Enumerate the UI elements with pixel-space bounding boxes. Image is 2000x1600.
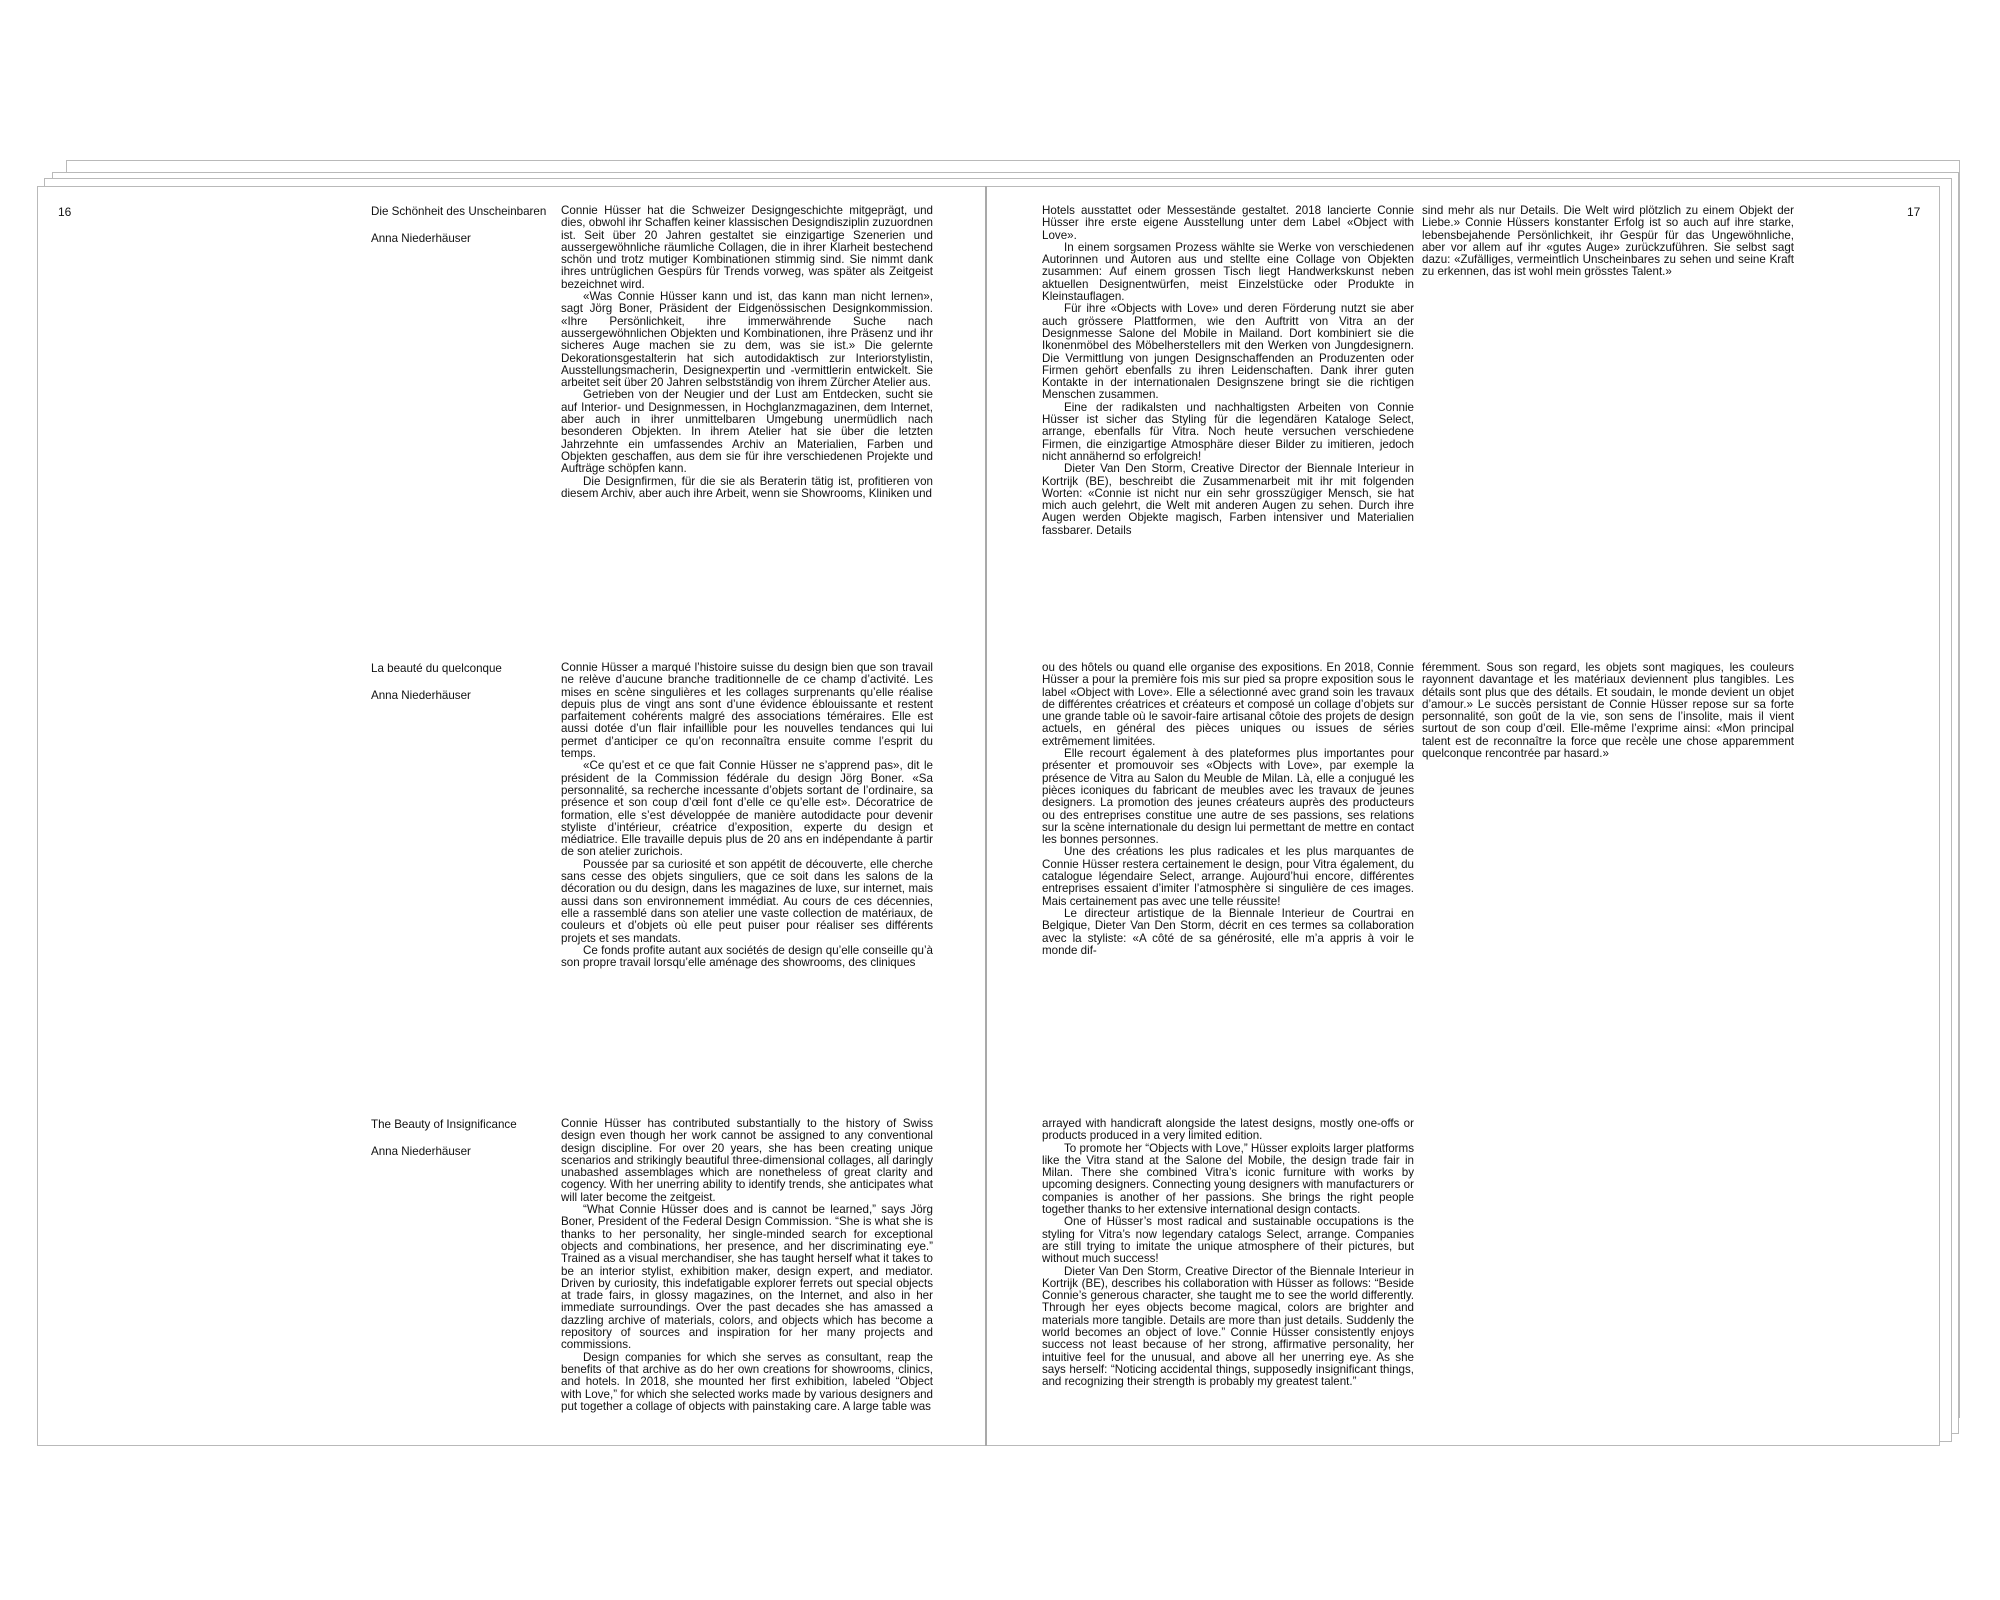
section-author-de: Anna Niederhäuser — [371, 232, 471, 245]
paragraph: Elle recourt également à des plateformes plus importantes pour présenter et promouvoir ses «Objects with Love», par exemple la présence de Vitra au Salon du Meuble de Milan. Là, elle a conjugué les pièces iconiques du fabricant de meubles avec les travaux de jeunes designers. La promotion des jeunes créateurs auprès des producteurs ou des entreprises constitue une autre de ses passions, ses relations sur la scène internationale du design lui permettant de mettre en contact les bonnes personnes. — [1042, 747, 1414, 847]
paragraph: Le directeur artistique de la Biennale Interieur de Courtrai en Belgique, Dieter Van Den Storm, décrit en ces termes sa collaboration avec la styliste: «A côté de sa générosité, elle m’a appris à voir le monde dif- — [1042, 906, 1414, 957]
paragraph: In einem sorgsamen Prozess wählte sie Werke von verschiedenen Autorinnen und Autoren aus und stellte eine Collage von Objekten zusammen: Auf einem grossen Tisch liegt Handwerkskunst neben aktuellen Designentwürfen, meist Einzelstücke oder Produkte in Kleinstauflagen. — [1042, 240, 1414, 304]
paragraph: Dieter Van Den Storm, Creative Director der Biennale Interieur in Kortrijk (BE), beschreibt die Zusammenarbeit mit ihr mit folgenden Worten: «Connie ist nicht nur ein sehr grosszügiger Mensch, sie hat mich auch gelehrt, die Welt mit anderen Augen zu sehen. Durch ihre Augen werden Objekte magisch, Farben intensiver und Materialien fassbarer. Details — [1042, 462, 1414, 537]
paragraph: One of Hüsser’s most radical and sustainable occupations is the styling for Vitra’s now legendary catalogs Select, arrange. Companies are still trying to imitate the unique atmosphere of their pictures, but without much success! — [1042, 1215, 1414, 1266]
text-column-en-1 — [561, 1118, 933, 1413]
paragraph: «Was Connie Hüsser kann und ist, das kann man nicht lernen», sagt Jörg Boner, Präsident der Eidgenössischen Designkommission. «Ihre Persönlichkeit, ihre immerwährende Suche nach aussergewöhnlichen Objekten und Kombinationen, ihre Präsenz und ihr sicheres Auge machen sie zu dem, was sie ist.» Die gelernte Dekorationsgestalterin hat sich autodidaktisch zur Interiorstylistin, Ausstellungsmacherin, Designexpertin und -vermittlerin entwickelt. Sie arbeitet seit über 20 Jahren selbstständig von ihrem Zürcher Atelier aus. — [561, 290, 933, 390]
paragraph: arrayed with handicraft alongside the latest designs, mostly one-offs or products produced in a very limited edition. — [1042, 1117, 1414, 1143]
paragraph: Connie Hüsser hat die Schweizer Designgeschichte mitgeprägt, und dies, obwohl ihr Schaffen keiner klassischen Designdisziplin zuzuordnen ist. Seit über 20 Jahren gestaltet sie einzigartige Szenerien und aussergewöhnliche räumliche Collagen, die in ihrer Klarheit bestechend schön und trotz mutiger Kombinationen stimmig sind. Sie nimmt dank ihres untrüglichen Gespürs für Trends vorweg, was später als Zeitgeist bezeichnet wird. — [561, 204, 933, 291]
paragraph: sind mehr als nur Details. Die Welt wird plötzlich zu einem Objekt der Liebe.» Connie Hüssers konstanter Erfolg ist so auch auf ihre starke, lebensbejahende Persönlichkeit, ihr Gespür für das Ungewöhnliche, aber vor allem auf ihr «gutes Auge» zurückzuführen. Sie selbst sagt dazu: «Zufälliges, vermeintlich Unscheinbares zu sehen und seine Kraft zu erkennen, das ist wohl mein grösstes Talent.» — [1422, 204, 1794, 279]
paragraph: Design companies for which she serves as consultant, reap the benefits of that archive as do her own creations for showrooms, clinics, and hotels. In 2018, she mounted her first exhibition, labeled “Object with Love,” for which she selected works made by various designers and put together a collage of objects with painstaking care. A large table was — [561, 1350, 933, 1413]
section-title-de: Die Schönheit des Unscheinbaren — [371, 205, 547, 218]
paragraph: Une des créations les plus radicales et les plus marquantes de Connie Hüsser restera certainement le design, pour Vitra également, du catalogue légendaire Select, arrange. Aujourd’hui encore, différentes entreprises essaient d’imiter l’atmosphère si singulière de ces images. Mais certainement pas avec une telle réussite! — [1042, 845, 1414, 908]
section-author-fr: Anna Niederhäuser — [371, 689, 471, 702]
text-column-de-2 — [1042, 205, 1414, 537]
paragraph: Ce fonds profite autant aux sociétés de design qu’elle conseille qu’à son propre travail lorsqu’elle aménage des showrooms, des cliniques — [561, 943, 933, 970]
text-column-de-1 — [561, 205, 933, 500]
paragraph: Hotels ausstattet oder Messestände gestaltet. 2018 lancierte Connie Hüsser ihre erste eigene Ausstellung unter dem Label «Object with Love». — [1042, 204, 1414, 242]
paragraph: Die Designfirmen, für die sie als Beraterin tätig ist, profitieren von diesem Archiv, aber auch ihre Arbeit, wenn sie Showrooms, Kliniken und — [561, 474, 933, 500]
page-number-left: 16 — [58, 205, 72, 219]
paragraph: ou des hôtels ou quand elle organise des expositions. En 2018, Connie Hüsser a pour la première fois mis sur pied sa propre exposition sous le label «Object with Love». Elle a sélectionné avec grand soin les travaux de différentes créatrices et créateurs et composé un collage d’objets sur une grande table où le savoir-faire artisanal côtoie des projets de design actuels, en général des pièces uniques ou issues de séries extrêmement limitées. — [1042, 661, 1414, 748]
paragraph: Dieter Van Den Storm, Creative Director of the Biennale Interieur in Kortrijk (BE), describes his collaboration with Hüsser as follows: “Beside Connie’s generous character, she taught me to see the world differently. Through her eyes objects become magical, colors are brighter and materials more tangible. Details are more than just details. Suddenly the world becomes an object of love.” Connie Hüsser consistently enjoys success not least because of her strong, affirmative personality, her intuitive feel for the unusual, and above all her unerring eye. As she says herself: “Noticing accidental things, supposedly insignificant things, and recognizing their strength is probably my greatest talent.” — [1042, 1264, 1414, 1389]
paragraph: Getrieben von der Neugier und der Lust am Entdecken, sucht sie auf Interior- und Designmessen, in Hochglanzmagazinen, dem Internet, aber auch in ihrer unmittelbaren Umgebung unermüdlich nach besonderen Objekten. In ihrem Atelier hat sie über die letzten Jahrzehnte ein umfassendes Archiv an Materialien, Farben und Objekten geschaffen, aus dem sie für ihre verschiedenen Projekte und Aufträge schöpfen kann. — [561, 388, 933, 476]
text-column-fr-1 — [561, 662, 933, 969]
section-author-en: Anna Niederhäuser — [371, 1145, 471, 1158]
page-number-right: 17 — [1907, 205, 1921, 219]
paragraph: Connie Hüsser a marqué l’histoire suisse du design bien que son travail ne relève d’aucune branche traditionnelle de ce champ d’activité. Les mises en scène singulières et les collages surprenants qu’elle réalise depuis plus de vingt ans sont d’une évidence éblouissante et restent parfaitement cohérents malgré des associations téméraires. Elle est aussi dotée d’un flair infaillible pour les nouvelles tendances qui lui permet d’anticiper ce qu’on reconnaîtra ensuite comme l’esprit du temps. — [561, 661, 933, 761]
text-column-en-2 — [1042, 1118, 1414, 1389]
paragraph: Eine der radikalsten und nachhaltigsten Arbeiten von Connie Hüsser ist sicher das Styling für die legendären Kataloge Select, arrange, ebenfalls für Vitra. Noch heute versuchen verschiedene Firmen, die einzigartige Atmosphäre dieser Bilder zu imitieren, jedoch nicht annähernd so erfolgreich! — [1042, 400, 1414, 463]
section-title-en: The Beauty of Insignificance — [371, 1118, 517, 1131]
text-column-fr-2 — [1042, 662, 1414, 957]
paragraph: “What Connie Hüsser does and is cannot be learned,” says Jörg Boner, President of the Federal Design Commission. “She is what she is thanks to her personality, her single-minded search for exceptional objects and combinations, her presence, and her discriminating eye.” Trained as a visual merchandiser, she has taught herself what it takes to be an interior stylist, exhibition maker, design expert, and mediator. Driven by curiosity, this indefatigable explorer ferrets out special objects at trade fairs, in glossy magazines, on the Internet, and also in her immediate surroundings. Over the past decades she has amassed a dazzling archive of materials, colors, and objects which has become a repository of sources and inspiration for her many projects and commissions. — [561, 1203, 933, 1352]
paragraph: Connie Hüsser has contributed substantially to the history of Swiss design even though her work cannot be assigned to any conventional design discipline. For over 20 years, she has been creating unique scenarios and strikingly beautiful three-dimensional collages, all daringly unabashed assemblages which are nonetheless of great clarity and cogency. With her unerring ability to identify trends, she anticipates what will later become the zeitgeist. — [561, 1117, 933, 1204]
paragraph: To promote her “Objects with Love,” Hüsser exploits larger platforms like the Vitra stand at the Salone del Mobile, the design trade fair in Milan. There she combined Vitra’s iconic furniture with works by upcoming designers. Connecting young designers with manufacturers or companies is another of her passions. She brings the right people together thanks to her extensive international design contacts. — [1042, 1141, 1414, 1217]
section-title-fr: La beauté du quelconque — [371, 662, 502, 675]
paragraph: féremment. Sous son regard, les objets sont magiques, les couleurs rayonnent davantage et les matériaux deviennent plus tangibles. Les détails sont plus que des détails. Et soudain, le monde devient un objet d’amour.» Le succès persistant de Connie Hüsser repose sur sa forte personnalité, son goût de la vie, son sens de l’insolite, mais il vient surtout de son coup d’œil. Elle-même l’exprime ainsi: «Mon principal talent est de reconnaître la force que recèle une chose apparemment quelconque rencontrée par hasard.» — [1422, 661, 1794, 761]
paragraph: Für ihre «Objects with Love» und deren Förderung nutzt sie aber auch grössere Plattformen, wie den Auftritt von Vitra an der Designmesse Salone del Mobile in Mailand. Dort kombiniert sie die Ikonenmöbel des Möbelherstellers mit den Werken von Jungdesignern. Die Vermittlung von jungen Designschaffenden an Produzenten oder Firmen gehört ebenfalls zu ihren Leidenschaften. Dank ihrer guten Kontakte in der internationalen Designszene bringt sie die richtigen Menschen zusammen. — [1042, 302, 1414, 402]
paragraph: Poussée par sa curiosité et son appétit de découverte, elle cherche sans cesse des objets singuliers, que ce soit dans les salons de la décoration ou du design, dans les magazines de luxe, sur internet, mais aussi dans son environnement immédiat. Au cours de ces décennies, elle a rassemblé dans son atelier une vaste collection de matériaux, de couleurs et d’objets où elle peut puiser pour réaliser ses différents projets et ses mandats. — [561, 857, 933, 945]
paragraph: «Ce qu’est et ce que fait Connie Hüsser ne s’apprend pas», dit le président de la Commission fédérale du design Jörg Boner. «Sa personnalité, sa recherche incessante d’objets sortant de l’ordinaire, sa présence et son coup d’œil font d’elle ce qu’elle est». Décoratrice de formation, elle s’est développée de manière autodidacte pour devenir styliste d’intérieur, créatrice d’exposition, experte du design et médiatrice. Elle travaille depuis plus de 20 ans en indépendante à partir de son atelier zurichois. — [561, 759, 933, 859]
book-spine — [985, 186, 987, 1446]
text-column-fr-3 — [1422, 662, 1794, 760]
text-column-de-3 — [1422, 205, 1794, 279]
